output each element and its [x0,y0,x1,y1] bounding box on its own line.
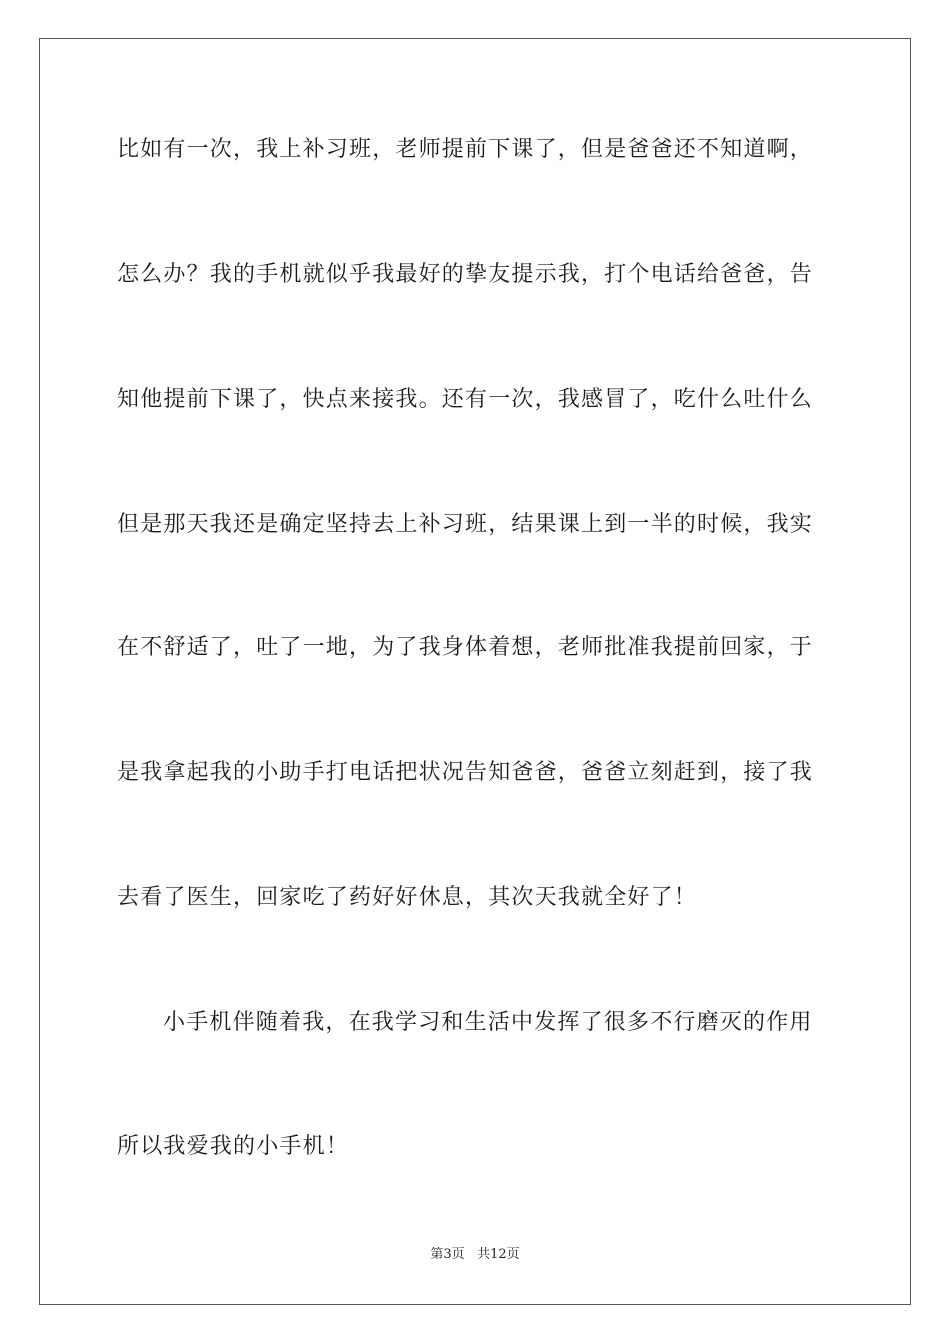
body-text-line: 是我拿起我的小助手打电话把状况告知爸爸，爸爸立刻赶到，接了我 [117,760,814,785]
body-text-line: 去看了医生，回家吃了药好好休息，其次天我就全好了！ [117,885,698,910]
page-frame [39,38,911,1305]
body-text-line: 比如有一次，我上补习班，老师提前下课了，但是爸爸还不知道啊， [117,137,814,162]
body-text-line: 在不舒适了，吐了一地，为了我身体着想，老师批准我提前回家，于 [117,635,814,660]
page-footer [0,1246,950,1264]
page-number: 第3页 [430,1247,465,1262]
total-pages: 共12页 [477,1247,520,1262]
body-text-line: 小手机伴随着我，在我学习和生活中发挥了很多不行磨灭的作用 [163,1010,813,1035]
body-text-line: 所以我爱我的小手机！ [117,1134,350,1159]
body-text-line: 但是那天我还是确定坚持去上补习班，结果课上到一半的时候，我实 [117,512,814,537]
body-text-line: 知他提前下课了，快点来接我。还有一次，我感冒了，吃什么吐什么 [117,387,814,412]
body-text-line: 怎么办？我的手机就似乎我最好的挚友提示我，打个电话给爸爸，告 [117,262,814,287]
